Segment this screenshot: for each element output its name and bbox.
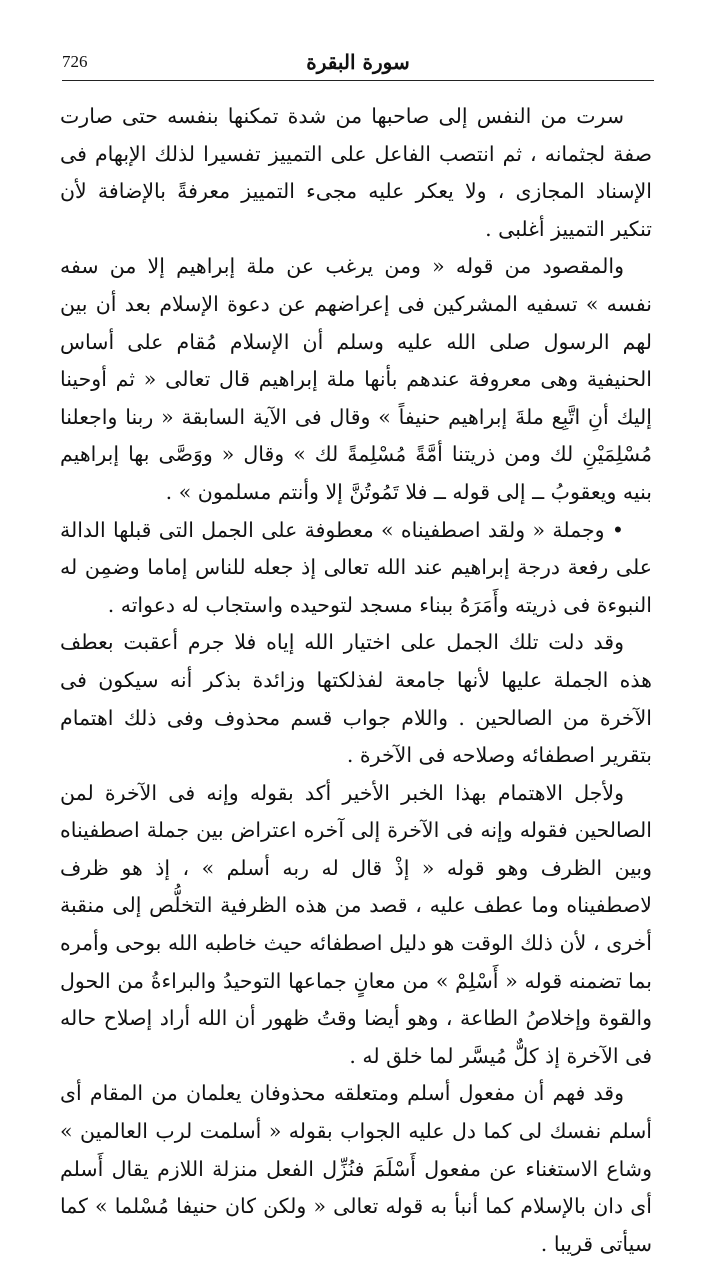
paragraph-1: سرت من النفس إلى صاحبها من شدة تمكنها بنفسه حتى صارت صفة لجثمانه ، ثم انتصب الفاعل على التمييز تفسيرا لذلك الإبهام فى الإسناد المجازى ، ولا يعكر عليه مجىء التمييز معرفةً بالإضافة لأن تنكير التمييز أغلبى .	[60, 104, 652, 241]
paragraph-4: وقد دلت تلك الجمل على اختيار الله إياه فلا جرم أعقبت بعطف هذه الجملة عليها لأنها جامعة لفذلكتها وزائدة بذكر أنه سيكون فى الآخرة من الصالحين . واللام جواب قسم محذوف وفى ذلك اهتمام بتقرير اصطفائه وصلاحه فى الآخرة .	[60, 630, 652, 768]
page-header	[62, 50, 654, 81]
paragraph-3: • وجملة « ولقد اصطفيناه » معطوفة على الجمل التى قبلها الدالة على رفعة درجة إبراهيم عند الله تعالى إذ جعله للناس إماما وضمِن له النبوءة فى ذريته وأَمَرَهُ ببناء مسجد لتوحيده واستجاب له دعواته .	[60, 517, 652, 617]
page-number: 726	[62, 52, 88, 71]
paragraph-6: وقد فهم أن مفعول أسلم ومتعلقه محذوفان يعلمان من المقام أى أسلم نفسك لى كما دل عليه الجواب بقوله « أسلمت لرب العالمين » وشاع الاستغناء عن مفعول أَسْلَمَ فنُزِّل الفعل منزلة اللازم يقال أَسلم أى دان بالإسلام كما أنبأ به قوله تعالى « ولكن كان حنيفا مُسْلما » كما سيأتى قريبا .	[60, 1081, 652, 1256]
surah-title: سورة البقرة	[306, 50, 410, 74]
paragraph-2: والمقصود من قوله « ومن يرغب عن ملة إبراهيم إلا من سفه نفسه » تسفيه المشركين فى إعراضهم عن دعوة الإسلام بعد أن بين لهم الرسول صلى الله عليه وسلم أن الإسلام مُقام على أساس الحنيفية وهى معروفة عندهم بأنها ملة إبراهيم قال تعالى « ثم أوحينا إليك أنِ اتَّبِع ملةَ إبراهيم حنيفاً » وقال فى الآية السابقة « ربنا واجعلنا مُسْلِمَيْنِ لك ومن ذريتنا أمَّةً مُسْلِمةً لك » وقال « ووَصَّى بها إبراهيم بنيه ويعقوبُ ــ إلى قوله ــ فلا تَمُوتُنَّ إلا وأنتم مسلمون » .	[60, 254, 652, 504]
paragraph-5: ولأجل الاهتمام بهذا الخبر الأخير أكد بقوله وإنه فى الآخرة لمن الصالحين فقوله وإنه فى الآخرة إلى آخره اعتراض بين جملة اصطفيناه وبين الظرف وهو قوله « إذْ قال له ربه أسلم » ، إذ هو ظرف لاصطفيناه وما عطف عليه ، قصد من هذه الظرفية التخلُّص إلى منقبة أخرى ، لأن ذلك الوقت هو دليل اصطفائه حيث خاطبه الله بوحى وأمره بما تضمنه قوله « أَسْلِمْ » من معانٍ جماعها التوحيدُ والبراءةُ من الحول والقوة وإخلاصُ الطاعة ، وهو أيضا وقتُ ظهور أن الله أراد إصلاح حاله فى الآخرة إذ كلٌّ مُيسَّر لما خلق له .	[60, 780, 652, 1068]
body-text	[60, 98, 652, 1263]
